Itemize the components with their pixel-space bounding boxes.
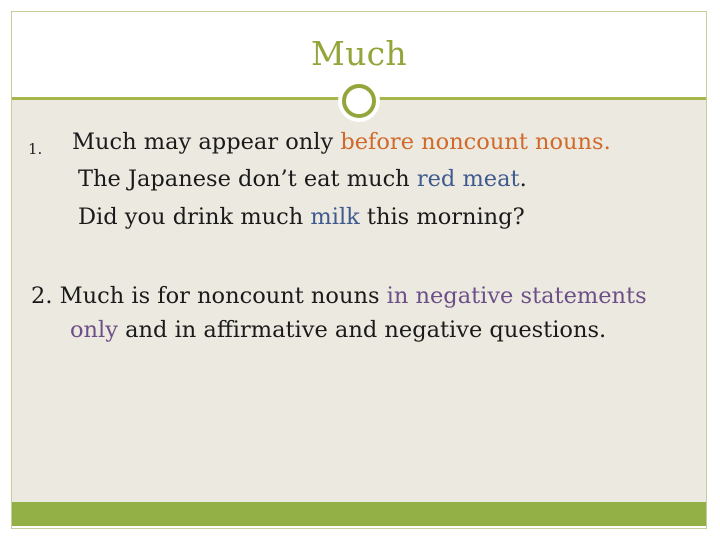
highlight-only: only: [70, 317, 118, 343]
example-punctuation: .: [519, 166, 527, 192]
example-text: The Japanese don’t eat much: [78, 166, 417, 192]
highlight-before-noncount: before noncount nouns.: [340, 129, 611, 155]
rule-text: Much may appear only: [72, 129, 341, 155]
rule-text: 2. Much is for noncount nouns: [31, 283, 387, 309]
highlight-red-meat: red meat: [416, 166, 520, 192]
highlight-milk: milk: [310, 204, 360, 230]
circle-ornament-icon: [342, 84, 376, 118]
point2-line-1: [31, 283, 647, 309]
highlight-negative-statements: in negative statements: [386, 283, 647, 309]
example-text: Did you drink much: [78, 204, 311, 230]
point1-rule-line: [72, 129, 611, 155]
point1-example-2: [78, 204, 525, 230]
point2-line-2: [70, 317, 606, 343]
list-number-1: 1.: [28, 140, 43, 158]
example-text-end: this morning?: [359, 204, 525, 230]
point1-example-1: [78, 166, 527, 192]
slide-title: Much: [311, 34, 407, 73]
footer-bar: [12, 502, 706, 526]
rule-text-end: and in affirmative and negative questions.: [117, 317, 607, 343]
